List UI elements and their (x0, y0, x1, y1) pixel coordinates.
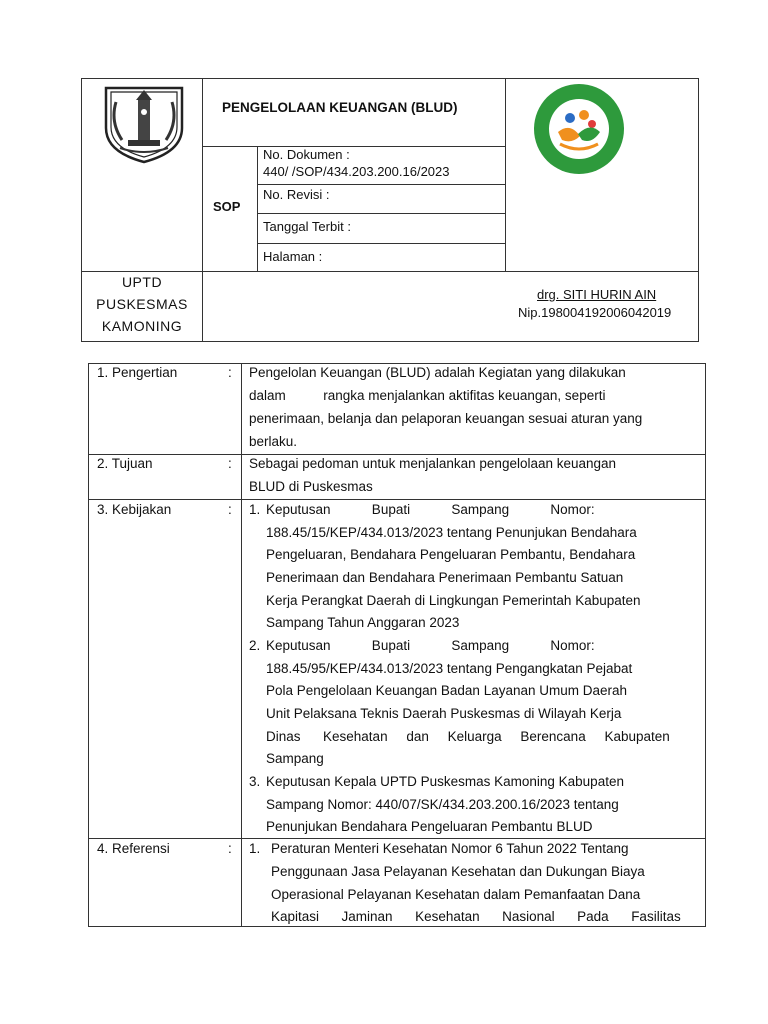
kebijakan-line: Sampang (266, 751, 324, 766)
tujuan-line: BLUD di Puskesmas (249, 479, 373, 494)
kebijakan-line: 188.45/95/KEP/434.013/2023 tentang Pengangkatan Pejabat (266, 661, 633, 676)
section-colon: : (228, 365, 232, 380)
page-label: Halaman : (263, 249, 323, 264)
kebijakan-line: Penerimaan dan Bendahara Penerimaan Pembantu Satuan (266, 570, 624, 585)
org-line-3: KAMONING (101, 318, 183, 334)
kebijakan-line: 188.45/15/KEP/434.013/2023 tentang Penunjukan Bendahara (266, 525, 637, 540)
regency-emblem (100, 82, 188, 164)
org-line-2: PUSKESMAS (96, 296, 188, 312)
kebijakan-line: Keputusan Kepala UPTD Puskesmas Kamoning Kabupaten (266, 774, 624, 789)
kebijakan-line: Pola Pengelolaan Keuangan Badan Layanan Umum Daerah (266, 683, 628, 698)
pengertian-line: dalam rangka menjalankan aktifitas keuangan, seperti (249, 388, 606, 403)
section-colon: : (228, 502, 232, 517)
section-label-tujuan: 2. Tujuan (97, 456, 153, 471)
puskesmas-logo (532, 82, 626, 176)
kebijakan-item-number: 1. (249, 502, 261, 517)
section-colon: : (228, 456, 232, 471)
doc-number-value: 440/ /SOP/434.203.200.16/2023 (263, 164, 450, 179)
referensi-line: Penggunaan Jasa Pelayanan Kesehatan dan Dukungan Biaya (271, 864, 645, 879)
pengertian-line: Pengelolan Keuangan (BLUD) adalah Kegiatan yang dilakukan (249, 365, 626, 380)
section-label-pengertian: 1. Pengertian (97, 365, 178, 380)
referensi-item-number: 1. (249, 841, 261, 856)
sop-label: SOP (213, 199, 241, 214)
kebijakan-line: Unit Pelaksana Teknis Daerah Puskesmas di Wilayah Kerja (266, 706, 622, 721)
signer-nip: Nip.198004192006042019 (518, 305, 672, 320)
section-colon: : (228, 841, 232, 856)
kebijakan-item-number: 2. (249, 638, 261, 653)
kebijakan-line: Dinas Kesehatan dan Keluarga Berencana Kabupaten (266, 729, 670, 744)
pengertian-line: berlaku. (249, 434, 298, 449)
doc-number-label: No. Dokumen : (263, 147, 350, 162)
pengertian-line: penerimaan, belanja dan pelaporan keuangan sesuai aturan yang (249, 411, 643, 426)
kebijakan-line: Keputusan Bupati Sampang Nomor: (266, 502, 595, 517)
org-line-1: UPTD (121, 274, 163, 290)
referensi-line: Operasional Pelayanan Kesehatan dalam Pemanfaatan Dana (271, 887, 641, 902)
kebijakan-line: Sampang Nomor: 440/07/SK/434.203.200.16/2023 tentang (266, 797, 619, 812)
section-label-kebijakan: 3. Kebijakan (97, 502, 172, 517)
tujuan-line: Sebagai pedoman untuk menjalankan pengelolaan keuangan (249, 456, 617, 471)
kebijakan-line: Kerja Perangkat Daerah di Lingkungan Pemerintah Kabupaten (266, 593, 641, 608)
document-title: PENGELOLAAN KEUANGAN (BLUD) (222, 100, 458, 115)
revision-label: No. Revisi : (263, 187, 330, 202)
kebijakan-line: Sampang Tahun Anggaran 2023 (266, 615, 460, 630)
kebijakan-line: Keputusan Bupati Sampang Nomor: (266, 638, 595, 653)
kebijakan-item-number: 3. (249, 774, 261, 789)
issue-date-label: Tanggal Terbit : (263, 219, 351, 234)
kebijakan-line: Penunjukan Bendahara Pengeluaran Pembantu BLUD (266, 819, 593, 834)
section-label-referensi: 4. Referensi (97, 841, 170, 856)
signer-name: drg. SITI HURIN AIN (537, 287, 657, 302)
kebijakan-line: Pengeluaran, Bendahara Pengeluaran Pembantu, Bendahara (266, 547, 636, 562)
referensi-line: Peraturan Menteri Kesehatan Nomor 6 Tahun 2022 Tentang (271, 841, 629, 856)
referensi-line: Kapitasi Jaminan Kesehatan Nasional Pada Fasilitas (271, 909, 681, 924)
